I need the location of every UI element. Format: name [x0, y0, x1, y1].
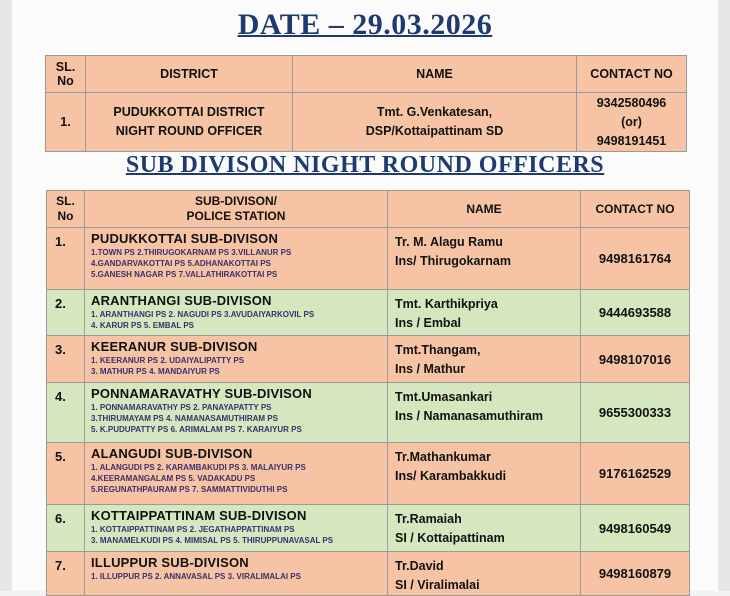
contact-number: 9498191451 [596, 133, 667, 148]
subdivision-cell [85, 228, 388, 290]
table-row [47, 290, 690, 336]
row-sl: 6. [47, 505, 85, 552]
contact-number: 9342580496 [596, 95, 667, 110]
date-title: DATE – 29.03.2026 [237, 8, 493, 41]
row-sl: 3. [47, 336, 85, 383]
officer-name-cell [388, 228, 581, 290]
officer-name-cell [293, 93, 577, 152]
police-station-list: 4. KARUR PS 5. EMBAL PS [91, 321, 194, 330]
subdivision-name: ALANGUDI SUB-DIVISON [91, 446, 253, 461]
police-station-list: 1. ALANGUDI PS 2. KARAMBAKUDI PS 3. MALAIYUR PS [91, 463, 306, 472]
header-station [85, 191, 388, 228]
police-station-list: 4.KEERAMANGALAM PS 5. VADAKADU PS [91, 474, 256, 483]
officer-name: Tmt. G.Venkatesan, [376, 105, 493, 119]
contact-number: 9498160879 [581, 552, 690, 596]
subdivision-cell [85, 505, 388, 552]
row-sl: 4. [47, 383, 85, 443]
table-row [46, 93, 687, 152]
officer-designation: DSP/Kottaipattinam SD [365, 124, 504, 138]
page-edge-left [0, 0, 12, 591]
officer-designation: Ins / Mathur [395, 362, 466, 376]
police-station-list: 1. KOTTAIPPATTINAM PS 2. JEGATHAPPATTINAM PS [91, 525, 295, 534]
district-officer-table [45, 55, 687, 152]
contact-number: 9444693588 [581, 290, 690, 336]
subdivision-name: PUDUKKOTTAI SUB-DIVISON [91, 231, 279, 246]
officer-name: Tr.Mathankumar [395, 450, 491, 464]
officer-name-cell [388, 336, 581, 383]
police-station-list: 5.REGUNATHPAURAM PS 7. SAMMATTIVIDUTHI PS [91, 485, 288, 494]
contact-number: 9176162529 [581, 443, 690, 505]
header-district: DISTRICT [86, 56, 293, 93]
subdivision-name: PONNAMARAVATHY SUB-DIVISON [91, 386, 312, 401]
header-station-line: SUB-DIVISON/ [194, 194, 277, 208]
officer-name: Tmt.Thangam, [395, 343, 481, 357]
table-row [47, 228, 690, 290]
district-line: PUDUKKOTTAI DISTRICT [113, 105, 265, 119]
contact-number: 9498161764 [581, 228, 690, 290]
police-station-list: 1. PONNAMARAVATHY PS 2. PANAYAPATTY PS [91, 403, 272, 412]
header-name: NAME [388, 191, 581, 228]
contact-or: (or) [621, 114, 642, 129]
table-row [47, 505, 690, 552]
officer-designation: Ins / Namanasamuthiram [395, 409, 543, 423]
subdivision-cell [85, 290, 388, 336]
table-header-row [46, 56, 687, 93]
subdivision-name: KEERANUR SUB-DIVISON [91, 339, 258, 354]
officer-name-cell [388, 552, 581, 596]
section-title: SUB DIVISON NIGHT ROUND OFFICERS [125, 152, 605, 178]
subdivision-name: ILLUPPUR SUB-DIVISON [91, 555, 249, 570]
officer-name: Tmt.Umasankari [395, 390, 493, 404]
police-station-list: 5. K.PUDUPATTY PS 6. ARIMALAM PS 7. KARAIYUR PS [91, 425, 302, 434]
officer-name: Tr. M. Alagu Ramu [395, 235, 503, 249]
contact-number: 9498160549 [581, 505, 690, 552]
officer-name-cell [388, 505, 581, 552]
officer-designation: Ins/ Karambakkudi [395, 469, 507, 483]
subdivision-cell [85, 443, 388, 505]
table-header-row [47, 191, 690, 228]
page-edge-right [718, 0, 730, 591]
officer-designation: Ins/ Thirugokarnam [395, 254, 511, 268]
officer-designation: Ins / Embal [395, 316, 461, 330]
row-sl: 5. [47, 443, 85, 505]
police-station-list: 1. ILLUPPUR PS 2. ANNAVASAL PS 3. VIRALIMALAI PS [91, 572, 301, 581]
police-station-list: 1. ARANTHANGI PS 2. NAGUDI PS 3.AVUDAIYARKOVIL PS [91, 310, 315, 319]
header-contact: CONTACT NO [577, 56, 687, 93]
row-sl: 2. [47, 290, 85, 336]
header-sl: SL. No [46, 56, 86, 93]
contact-number: 9498107016 [581, 336, 690, 383]
officer-name: Tr.Ramaiah [395, 512, 462, 526]
police-station-list: 4.GANDARVAKOTTAI PS 5.ADHANAKOTTAI PS [91, 259, 271, 268]
district-cell [86, 93, 293, 152]
officer-name-cell [388, 290, 581, 336]
police-station-list: 3.THIRUMAYAM PS 4. NAMANASAMUTHIRAM PS [91, 414, 278, 423]
subdivision-name: KOTTAIPPATTINAM SUB-DIVISON [91, 508, 307, 523]
header-station-line: POLICE STATION [186, 209, 286, 223]
subdivision-officer-table [46, 190, 690, 596]
police-station-list: 5.GANESH NAGAR PS 7.VALLATHIRAKOTTAI PS [91, 270, 278, 279]
officer-name: Tmt. Karthikpriya [395, 297, 498, 311]
subdivision-cell [85, 336, 388, 383]
table-row [47, 336, 690, 383]
subdivision-cell [85, 552, 388, 596]
row-sl: 1. [47, 228, 85, 290]
header-sl: SL. No [47, 191, 85, 228]
table-row [47, 383, 690, 443]
table-row [47, 552, 690, 596]
header-name: NAME [293, 56, 577, 93]
contact-cell [577, 93, 687, 152]
subdivision-name: ARANTHANGI SUB-DIVISON [91, 293, 272, 308]
officer-name-cell [388, 383, 581, 443]
police-station-list: 3. MATHUR PS 4. MANDAIYUR PS [91, 367, 220, 376]
header-contact: CONTACT NO [581, 191, 690, 228]
officer-name-cell [388, 443, 581, 505]
row-sl: 7. [47, 552, 85, 596]
police-station-list: 3. MANAMELKUDI PS 4. MIMISAL PS 5. THIRUPPUNAVASAL PS [91, 536, 334, 545]
contact-number: 9655300333 [581, 383, 690, 443]
table-row [47, 443, 690, 505]
row-sl: 1. [46, 93, 86, 152]
officer-name: Tr.David [395, 559, 444, 573]
officer-designation: SI / Viralimalai [395, 578, 480, 592]
police-station-list: 1. KEERANUR PS 2. UDAIYALIPATTY PS [91, 356, 245, 365]
subdivision-cell [85, 383, 388, 443]
officer-designation: SI / Kottaipattinam [395, 531, 505, 545]
police-station-list: 1.TOWN PS 2.THIRUGOKARNAM PS 3.VILLANUR PS [91, 248, 292, 257]
district-line: NIGHT ROUND OFFICER [115, 124, 263, 138]
